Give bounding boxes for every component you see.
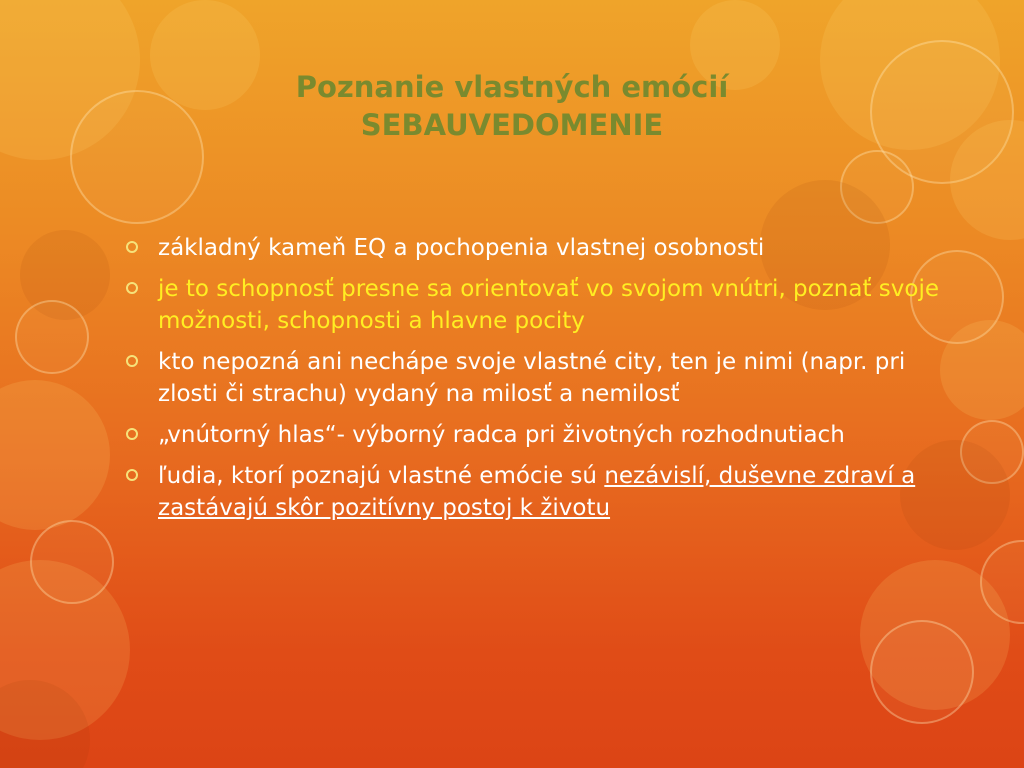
bullet-item-2 bbox=[124, 273, 954, 337]
slide-title bbox=[0, 68, 1024, 144]
slide-title-line-1: Poznanie vlastných emócií bbox=[295, 70, 729, 104]
slide-title-line-2: SEBAUVEDOMENIE bbox=[360, 108, 664, 142]
circle-bullet-icon bbox=[126, 241, 138, 253]
bullet-item-4 bbox=[124, 419, 954, 451]
bullet-text-underlined: nezávislí, duševne zdraví a zastávajú skôr pozitívny postoj k životu bbox=[158, 463, 916, 521]
bullet-list bbox=[124, 232, 954, 533]
bullet-text: kto nepozná ani nechápe svoje vlastné city, ten je nimi (napr. pri zlosti či strachu) vydaný na milosť a nemilosť bbox=[158, 349, 906, 407]
bullet-item-5 bbox=[124, 460, 954, 524]
bullet-text: „vnútorný hlas“- výborný radca pri životných rozhodnutiach bbox=[158, 422, 845, 448]
circle-bullet-icon bbox=[126, 469, 138, 481]
circle-bullet-icon bbox=[126, 355, 138, 367]
bullet-text-plain: ľudia, ktorí poznajú vlastné emócie sú bbox=[158, 463, 605, 489]
bullet-text: je to schopnosť presne sa orientovať vo svojom vnútri, poznať svoje možnosti, schopnosti a hlavne pocity bbox=[158, 276, 940, 334]
bullet-item-3 bbox=[124, 346, 954, 410]
bullet-item-1 bbox=[124, 232, 954, 264]
circle-bullet-icon bbox=[126, 282, 138, 294]
circle-bullet-icon bbox=[126, 428, 138, 440]
bullet-text: základný kameň EQ a pochopenia vlastnej osobnosti bbox=[158, 235, 765, 261]
bullet-text bbox=[158, 463, 915, 521]
